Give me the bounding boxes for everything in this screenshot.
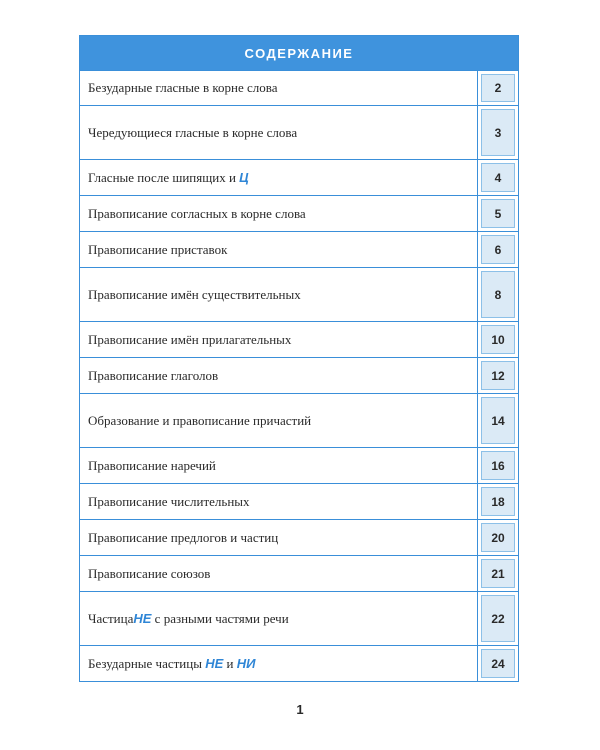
toc-row <box>80 70 518 105</box>
toc-entry-page: 4 <box>481 163 515 192</box>
toc-entry-page: 2 <box>481 74 515 102</box>
toc-entry-text: Образование и правописание причастий <box>88 412 312 428</box>
toc-entry-page: 5 <box>481 199 515 228</box>
toc-entry-text: Безударные гласные в корне слова <box>88 80 278 96</box>
toc-entry-title <box>80 106 478 159</box>
toc-entry-page: 24 <box>481 649 515 678</box>
toc-row <box>80 105 518 159</box>
toc-row <box>80 159 518 195</box>
toc-row <box>80 231 518 267</box>
toc-entry-text: Частица <box>88 610 134 626</box>
toc-entry-title <box>80 520 478 555</box>
toc-row <box>80 519 518 555</box>
toc-entry-title <box>80 232 478 267</box>
toc-row <box>80 555 518 591</box>
toc-entry-title <box>80 322 478 357</box>
toc-entry-page: 18 <box>481 487 515 516</box>
toc-entry-page: 16 <box>481 451 515 480</box>
toc-entry-title <box>80 556 478 591</box>
toc-row <box>80 357 518 393</box>
toc-entry-text: Гласные после шипящих и <box>88 169 236 185</box>
toc-entry-text: Чередующиеся гласные в корне слова <box>88 124 298 140</box>
toc-entry-text: и <box>223 655 237 671</box>
toc-entry-page: 10 <box>481 325 515 354</box>
toc-entry-text: Правописание глаголов <box>88 367 219 383</box>
toc-entry-text: Правописание имён прилагательных <box>88 331 292 347</box>
toc-entry-title <box>80 71 478 105</box>
toc-entry-page: 21 <box>481 559 515 588</box>
toc-entry-page: 8 <box>481 271 515 318</box>
toc-entry-text: Безударные частицы <box>88 655 206 671</box>
toc-row <box>80 195 518 231</box>
toc-entry-title <box>80 160 478 195</box>
toc-row <box>80 321 518 357</box>
toc-entry-title <box>80 448 478 483</box>
toc-entry-page: 3 <box>481 109 515 156</box>
toc-entry-highlight: НЕ <box>133 610 152 626</box>
page-number: 1 <box>296 702 304 717</box>
toc-entry-title <box>80 646 478 681</box>
toc-entry-title <box>80 394 478 447</box>
toc-entry-text: Правописание согласных в корне слова <box>88 205 306 221</box>
toc-entry-page: 20 <box>481 523 515 552</box>
toc-entry-title <box>80 592 478 645</box>
toc-entry-text: Правописание приставок <box>88 241 228 257</box>
toc-row <box>80 483 518 519</box>
toc-entry-title <box>80 358 478 393</box>
toc-entry-title <box>80 268 478 321</box>
toc-entry-title <box>80 196 478 231</box>
toc-row <box>80 393 518 447</box>
toc-row <box>80 591 518 645</box>
toc-entry-text: Правописание имён существительных <box>88 286 301 302</box>
toc-row <box>80 447 518 483</box>
toc-header: СОДЕРЖАНИЕ <box>80 36 518 70</box>
toc-entry-highlight: НЕ <box>205 655 224 671</box>
toc-row <box>80 267 518 321</box>
toc-entry-text: Правописание союзов <box>88 565 211 581</box>
toc-entry-page: 12 <box>481 361 515 390</box>
toc-entry-title <box>80 484 478 519</box>
toc-entry-highlight: НИ <box>236 655 256 671</box>
toc-row <box>80 645 518 681</box>
toc-entry-text: Правописание числительных <box>88 493 250 509</box>
toc-entry-text: с разными частями речи <box>151 610 289 626</box>
toc-entry-page: 22 <box>481 595 515 642</box>
toc-entry-page: 14 <box>481 397 515 444</box>
toc-entry-highlight: Ц <box>239 169 249 185</box>
toc-entry-page: 6 <box>481 235 515 264</box>
toc-entry-text: Правописание предлогов и частиц <box>88 529 279 545</box>
table-of-contents <box>79 35 519 682</box>
toc-entry-text: Правописание наречий <box>88 457 216 473</box>
